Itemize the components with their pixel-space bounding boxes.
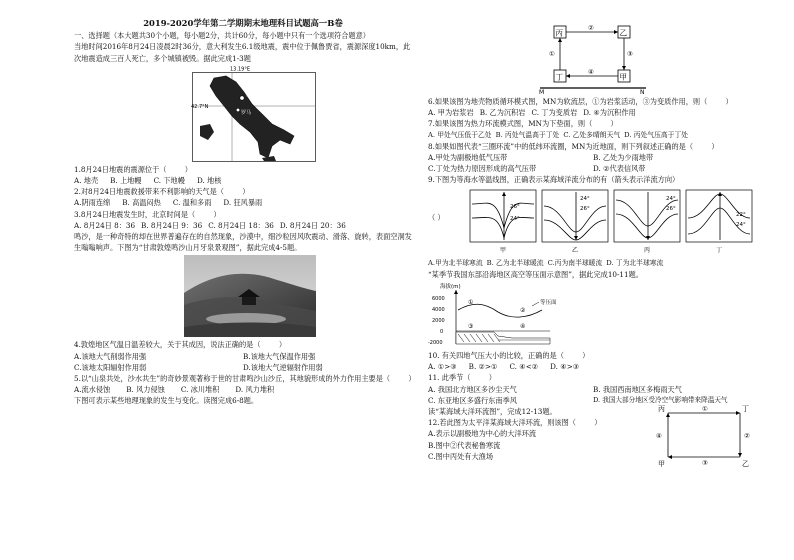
q5-option-a[interactable]: A.流水侵蚀 <box>74 385 111 395</box>
altitude-unit: 海拔(m) <box>440 284 461 291</box>
isobaric-surface <box>458 304 542 317</box>
longitude-label: 13.19°E <box>230 66 250 73</box>
q10-option-b[interactable]: B. ②>① <box>468 362 498 372</box>
q12-option-a[interactable]: A.表示以副极地为中心的大洋环流 <box>428 429 537 439</box>
q10-option-c[interactable]: C. ④<② <box>509 362 539 372</box>
q10-option-a[interactable]: A. ①>③ <box>428 362 457 372</box>
point-1: ① <box>468 299 474 307</box>
q3-option-d[interactable]: D. 8月24日 20：36 <box>279 220 346 230</box>
iso-t2a: 24° <box>580 195 590 202</box>
q6-option-a[interactable]: A. 甲为岩浆岩 <box>428 108 474 118</box>
q2-option-b[interactable]: B. 高温闷热 <box>122 198 161 208</box>
q4-options <box>74 351 412 373</box>
q7-option-c[interactable]: C. 乙处多晴朗天气 <box>563 130 621 139</box>
q6-stem: 6.如果该图为地壳物质循环模式图，MN为软流层，①为岩浆活动，③为变质作用，则（ ） <box>428 97 733 106</box>
q12-text <box>428 417 643 462</box>
q6-option-c[interactable]: C. 丁为变质岩 <box>531 108 578 118</box>
q9-paren: （ ） <box>428 212 445 222</box>
q5-option-d[interactable]: D. 风力堆积 <box>235 385 275 395</box>
q8-stem: 8.如果如图代表“三圈环流”中的低纬环流圈，MN为近地面，则下列叙述正确的是（ ） <box>428 141 719 151</box>
q12-option-b[interactable]: B.图中②代表秘鲁寒流 <box>428 440 501 450</box>
pressure-figure <box>428 282 568 348</box>
q11-option-c[interactable]: C. 东亚地区多盛行东南季风 <box>428 395 517 405</box>
rome-marker <box>236 108 240 112</box>
point-2: ② <box>520 307 526 315</box>
q2-option-d[interactable]: D. 狂风暴雨 <box>223 198 263 208</box>
q2-option-c[interactable]: C. 温和多雨 <box>172 198 212 208</box>
iso-t1b: 24° <box>510 215 520 222</box>
q8-option-a[interactable]: A.甲处为副极地低气压带 <box>428 153 508 163</box>
cycle2-arrow-bottom: ③ <box>702 459 708 468</box>
cycle1-arrow-left: ① <box>549 50 555 58</box>
q3-options <box>74 220 412 231</box>
q9-stem: 9.下图为等海水等温线图，正确表示某海域洋流分布的有（箭头表示洋流方向） <box>428 175 680 185</box>
q5-option-c[interactable]: C. 冰川堆积 <box>180 385 220 395</box>
perugia-label: 佩鲁贾 <box>246 91 262 98</box>
q1-option-b[interactable]: B. 上地幔 <box>110 176 142 186</box>
dunhuang-photo-svg <box>184 255 316 337</box>
q2-options <box>74 197 412 208</box>
q7-option-a[interactable]: A. 甲处气压低于乙处 <box>428 130 492 139</box>
cycle2-arrow-top: ① <box>702 405 708 414</box>
tick-4000: 4000 <box>432 307 445 314</box>
q9-option-b[interactable]: B. 乙为北半球暖流 <box>486 258 544 267</box>
italy-map-svg <box>192 66 316 162</box>
q3-option-b[interactable]: B. 8月24日 9：36 <box>141 220 203 230</box>
passage-ocean-gyre: 读“某海域大洋环流图”，完成12-13题。 <box>428 407 557 417</box>
q10-stem: 10. 有关四地气压大小的比较，正确的是（ ） <box>428 351 590 361</box>
label-m: M <box>539 89 545 96</box>
q11-option-d[interactable]: D. 我国大部分地区受冷空气影响带来降温天气 <box>593 395 728 404</box>
q6-option-d[interactable]: D. ④为沉积作用 <box>583 108 636 118</box>
tick-2000: 2000 <box>432 318 445 325</box>
label-n: N <box>640 89 645 96</box>
q1-option-a[interactable]: A. 地壳 <box>74 176 99 186</box>
q8-option-b[interactable]: B. 乙处为少雨地带 <box>593 153 654 163</box>
cycle2-arrow-left: ④ <box>656 432 662 441</box>
dunhuang-photo <box>184 255 316 337</box>
iso-label-2: 乙 <box>572 246 579 254</box>
cycle1-ne: 乙 <box>619 28 627 38</box>
q9-options <box>428 258 758 269</box>
passage-cycle: 下图可表示某些地理现象的发生与变化。读图完成6-8题。 <box>74 396 259 406</box>
cycle-diagram-1-svg <box>540 20 646 94</box>
isotherm-svg <box>468 188 758 256</box>
cycle1-arrow-bottom: ④ <box>588 68 594 76</box>
passage-pressure: “某季节我国东部沿海地区高空等压面示意图”，据此完成10-11题。 <box>428 269 643 279</box>
q8-option-c[interactable]: C.丁处为热力原因形成的高气压带 <box>428 164 537 174</box>
cycle2-ne: 丁 <box>742 405 749 414</box>
q12-option-c[interactable]: C.图中丙处有大渔场 <box>428 451 494 461</box>
section-heading: 一、选择题（本大题共30个小题，每小题2分，共计60分，每小题中只有一个选项符合题意） <box>74 31 370 41</box>
q1-option-d[interactable]: D. 地核 <box>196 176 222 186</box>
cycle1-nw: 丙 <box>555 28 563 38</box>
point-4: ④ <box>520 323 526 331</box>
iso-t1a: 26° <box>510 203 520 210</box>
iso-t2b: 26° <box>580 205 590 212</box>
q2-stem: 2.对8月24日地震救援带来不利影响的天气是（ ） <box>74 187 250 197</box>
iso-label-4: 丁 <box>716 246 723 254</box>
q11-option-a[interactable]: A. 我国北方地区多沙尘天气 <box>428 384 517 394</box>
pressure-svg <box>428 282 568 348</box>
page-title: 2019-2020学年第二学期期末地理科目试题高一B卷 <box>143 18 343 28</box>
q7-option-b[interactable]: B. 丙处气温高于丁处 <box>495 130 560 139</box>
iso-t4a: 22° <box>736 211 746 218</box>
cycle-diagram-1 <box>540 20 646 94</box>
q6-option-b[interactable]: B. 乙为沉积岩 <box>479 108 526 118</box>
cycle1-arrow-right: ③ <box>627 50 633 58</box>
tick-0: 0 <box>440 329 444 336</box>
cycle-diagram-2-svg <box>648 403 758 467</box>
q9-option-a[interactable]: A.甲为北半球寒流 <box>428 258 483 267</box>
cycle2-se: 乙 <box>742 460 749 469</box>
q12-stem: 12.若此图为太平洋某海域大洋环流，则该图（ ） <box>428 418 602 428</box>
q6-options <box>428 107 758 118</box>
q7-options <box>428 130 758 141</box>
iso-t3a: 24° <box>666 195 676 202</box>
q3-option-c[interactable]: C. 8月24日 18：36 <box>208 220 274 230</box>
q8-options <box>428 152 758 174</box>
cycle1-arrow-top: ② <box>588 24 594 32</box>
q4-option-b[interactable]: B.该地大气保温作用强 <box>243 351 316 361</box>
q7-option-d[interactable]: D. 丙处气压高于丁处 <box>624 130 689 139</box>
q7-stem: 7.如果该图为热力环流模式图，MN为下垫面，则（ ） <box>428 119 618 129</box>
q1-stem: 1.8月24日地震的震源位于（ ） <box>74 164 192 174</box>
q8-option-d[interactable]: D. ②代表信风带 <box>593 164 646 174</box>
cycle1-se: 甲 <box>619 72 627 82</box>
q4-option-a[interactable]: A.该地大气削弱作用强 <box>74 351 147 361</box>
latitude-label: 42.7°N <box>191 103 209 110</box>
tick-6000: 6000 <box>432 296 445 303</box>
point-3: ③ <box>468 323 474 331</box>
cycle2-nw: 丙 <box>658 405 665 414</box>
iso-t3b: 26° <box>666 205 676 212</box>
q11-stem: 11. 此季节（ ） <box>428 373 496 383</box>
iso-label-1: 甲 <box>500 246 507 254</box>
cycle-diagram-2 <box>648 403 758 467</box>
iso-label-3: 丙 <box>644 246 651 254</box>
q5-stem: 5.以“山泉共处，沙水共生”的奇妙景观著称于世的甘肃鸣沙山沙丘，其地貌形成的外力作用主要是（ ） <box>74 374 416 384</box>
q3-stem: 3.8月24日地震发生时，北京时间是（ ） <box>74 209 221 219</box>
epicenter-marker <box>240 96 244 100</box>
q9-option-d[interactable]: D. 丁为北半球寒流 <box>606 258 664 267</box>
passage-singing-sand: 鸣沙，是一种奇特的却在世界普遍存在的自然现象，沙漠中，细沙粒因风吹震动、滑落、旋转，表面空洞发生嗡嗡响声。下图为“甘肃敦煌鸣沙山月牙泉景观图”，据此完成4-5题。 <box>74 232 412 253</box>
cycle2-sw: 甲 <box>658 460 665 469</box>
q2-option-a[interactable]: A.阴雨连绵 <box>74 198 111 208</box>
q10-options <box>428 361 758 372</box>
cycle2-arrow-right: ② <box>744 432 750 441</box>
q3-option-a[interactable]: A. 8月24日 8：36 <box>74 220 136 230</box>
q4-stem: 4.敦煌地区气温日温差较大，关于其成因，说法正确的是（ ） <box>74 340 287 350</box>
rome-label: 罗马 <box>241 109 252 116</box>
iso-t4b: 24° <box>736 221 746 228</box>
q1-options <box>74 175 412 186</box>
q10-option-d[interactable]: D. ④>③ <box>550 362 580 372</box>
q5-options <box>74 384 412 395</box>
q4-option-c[interactable]: C.该地太阳辐射作用弱 <box>74 362 147 372</box>
q9-option-c[interactable]: C.丙为南半球暖流 <box>547 258 603 267</box>
italy-map <box>192 66 316 162</box>
tick-neg2000: -2000 <box>428 340 443 347</box>
isobaric-label: 等压面 <box>540 300 557 307</box>
q11-option-b[interactable]: B. 我国西南地区多梅雨天气 <box>593 384 682 394</box>
right-column <box>428 18 758 469</box>
isotherm-figure <box>428 188 758 256</box>
passage-earthquake: 当地时间2016年8月24日凌晨2时36分，意大利发生6.1级地震，震中位于佩鲁贾省，震源深度10km，此次地震造成三百人死亡，多个城镇被毁。据此完成1-3题 <box>74 42 411 63</box>
q4-option-d[interactable]: D.该地大气逆辐射作用弱 <box>243 362 323 372</box>
left-column <box>74 18 416 407</box>
q1-option-c[interactable]: C. 下地幔 <box>153 176 185 186</box>
cycle1-sw: 丁 <box>555 72 563 82</box>
q5-option-b[interactable]: B. 风力侵蚀 <box>126 385 165 395</box>
